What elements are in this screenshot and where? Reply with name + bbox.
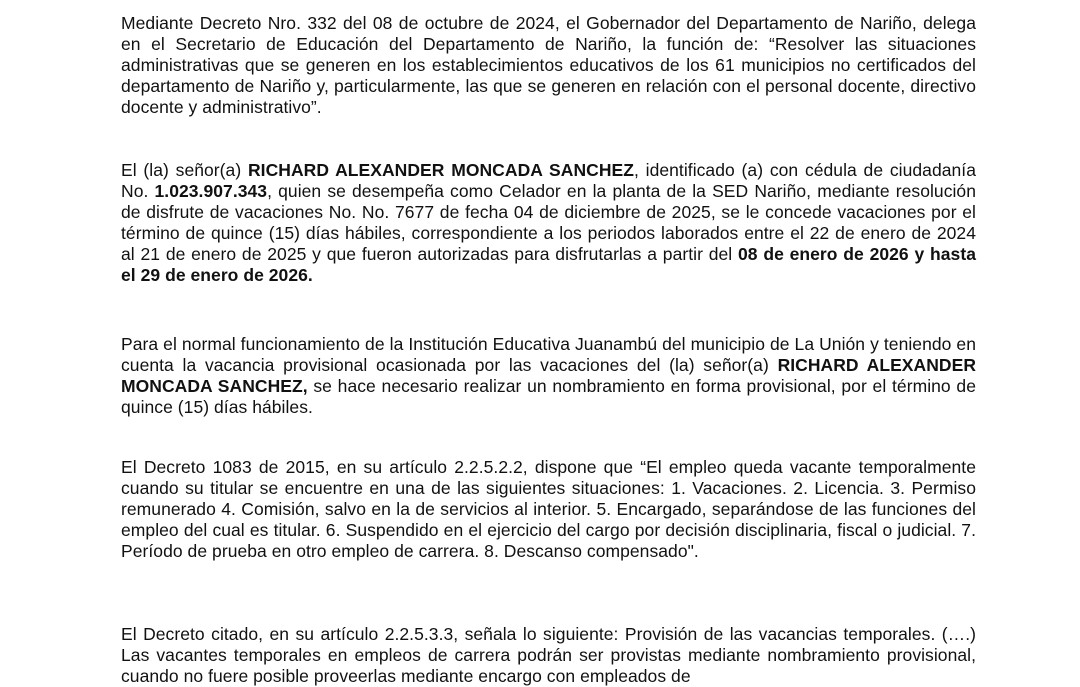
paragraph-text: Mediante Decreto Nro. 332 del 08 de octubre de 2024, el Gobernador del Departamento de Nariño, delega en el Secretario de Educación del Departamento de Nariño, la función de: “Resolver las situaciones administrativas que se generen en los establecimientos educativos de los 61 municipios no certificados del departamento de Nariño y, particularmente, las que se generen en relación con el personal docente, directivo docente y administrativo”. [121, 13, 976, 117]
paragraph-decree-1083-article [121, 457, 976, 562]
vacation-dates: 08 de enero de 2026 y hasta el 29 de enero de 2026. [121, 244, 976, 285]
paragraph-text: , identificado (a) con cédula de ciudadanía No. [121, 160, 977, 201]
paragraph-text: Para el normal funcionamiento de la Institución Educativa Juanambú del municipio de La Unión y teniendo en cuenta la vacancia provisional ocasionada por las vacaciones del (la) señor(a) [121, 334, 976, 375]
paragraph-decree-provision-article [121, 624, 976, 687]
paragraph-text: , quien se desempeña como Celador en la planta de la SED Nariño, mediante resolución de disfrute de vacaciones No. No. 7677 de fecha 04 de diciembre de 2025, se le concede vacaciones por el término de quince (15) días hábiles, correspondiente a los periodos laborados entre el 22 de enero de 2024 al 21 de enero de 2025 y que fueron autorizadas para disfrutarlas a partir del [121, 181, 976, 264]
cedula-number: 1.023.907.343 [154, 181, 268, 201]
paragraph-text: El Decreto citado, en su artículo 2.2.5.3.3, señala lo siguiente: Provisión de las vacancias temporales. (….) Las vacantes temporales en empleos de carrera podrán ser provistas mediante nombramiento provisional, cuando no fuere posible proveerlas mediante encargo con empleados de [121, 624, 976, 686]
paragraph-provisional-appointment [121, 334, 976, 418]
paragraph-text: El Decreto 1083 de 2015, en su artículo 2.2.5.2.2, dispone que “El empleo queda vacante temporalmente cuando su titular se encuentre en una de las siguientes situaciones: 1. Vacaciones. 2. Licencia. 3. Permiso remunerado 4. Comisión, salvo en la de servicios al interior. 5. Encargado, separándose de las funciones del empleo del cual es titular. 6. Suspendido en el ejercicio del cargo por decisión disciplinaria, fiscal o judicial. 7. Período de prueba en otro empleo de carrera. 8. Descanso compensado". [121, 457, 976, 561]
paragraph-vacation-resolution [121, 160, 976, 286]
employee-name: RICHARD ALEXANDER MONCADA SANCHEZ, [121, 355, 977, 396]
paragraph-text: El (la) señor(a) [121, 160, 248, 180]
paragraph-delegation-decree [121, 13, 976, 118]
paragraph-text: se hace necesario realizar un nombramiento en forma provisional, por el término de quince (15) días hábiles. [121, 376, 976, 417]
employee-name: RICHARD ALEXANDER MONCADA SANCHEZ [247, 160, 634, 180]
